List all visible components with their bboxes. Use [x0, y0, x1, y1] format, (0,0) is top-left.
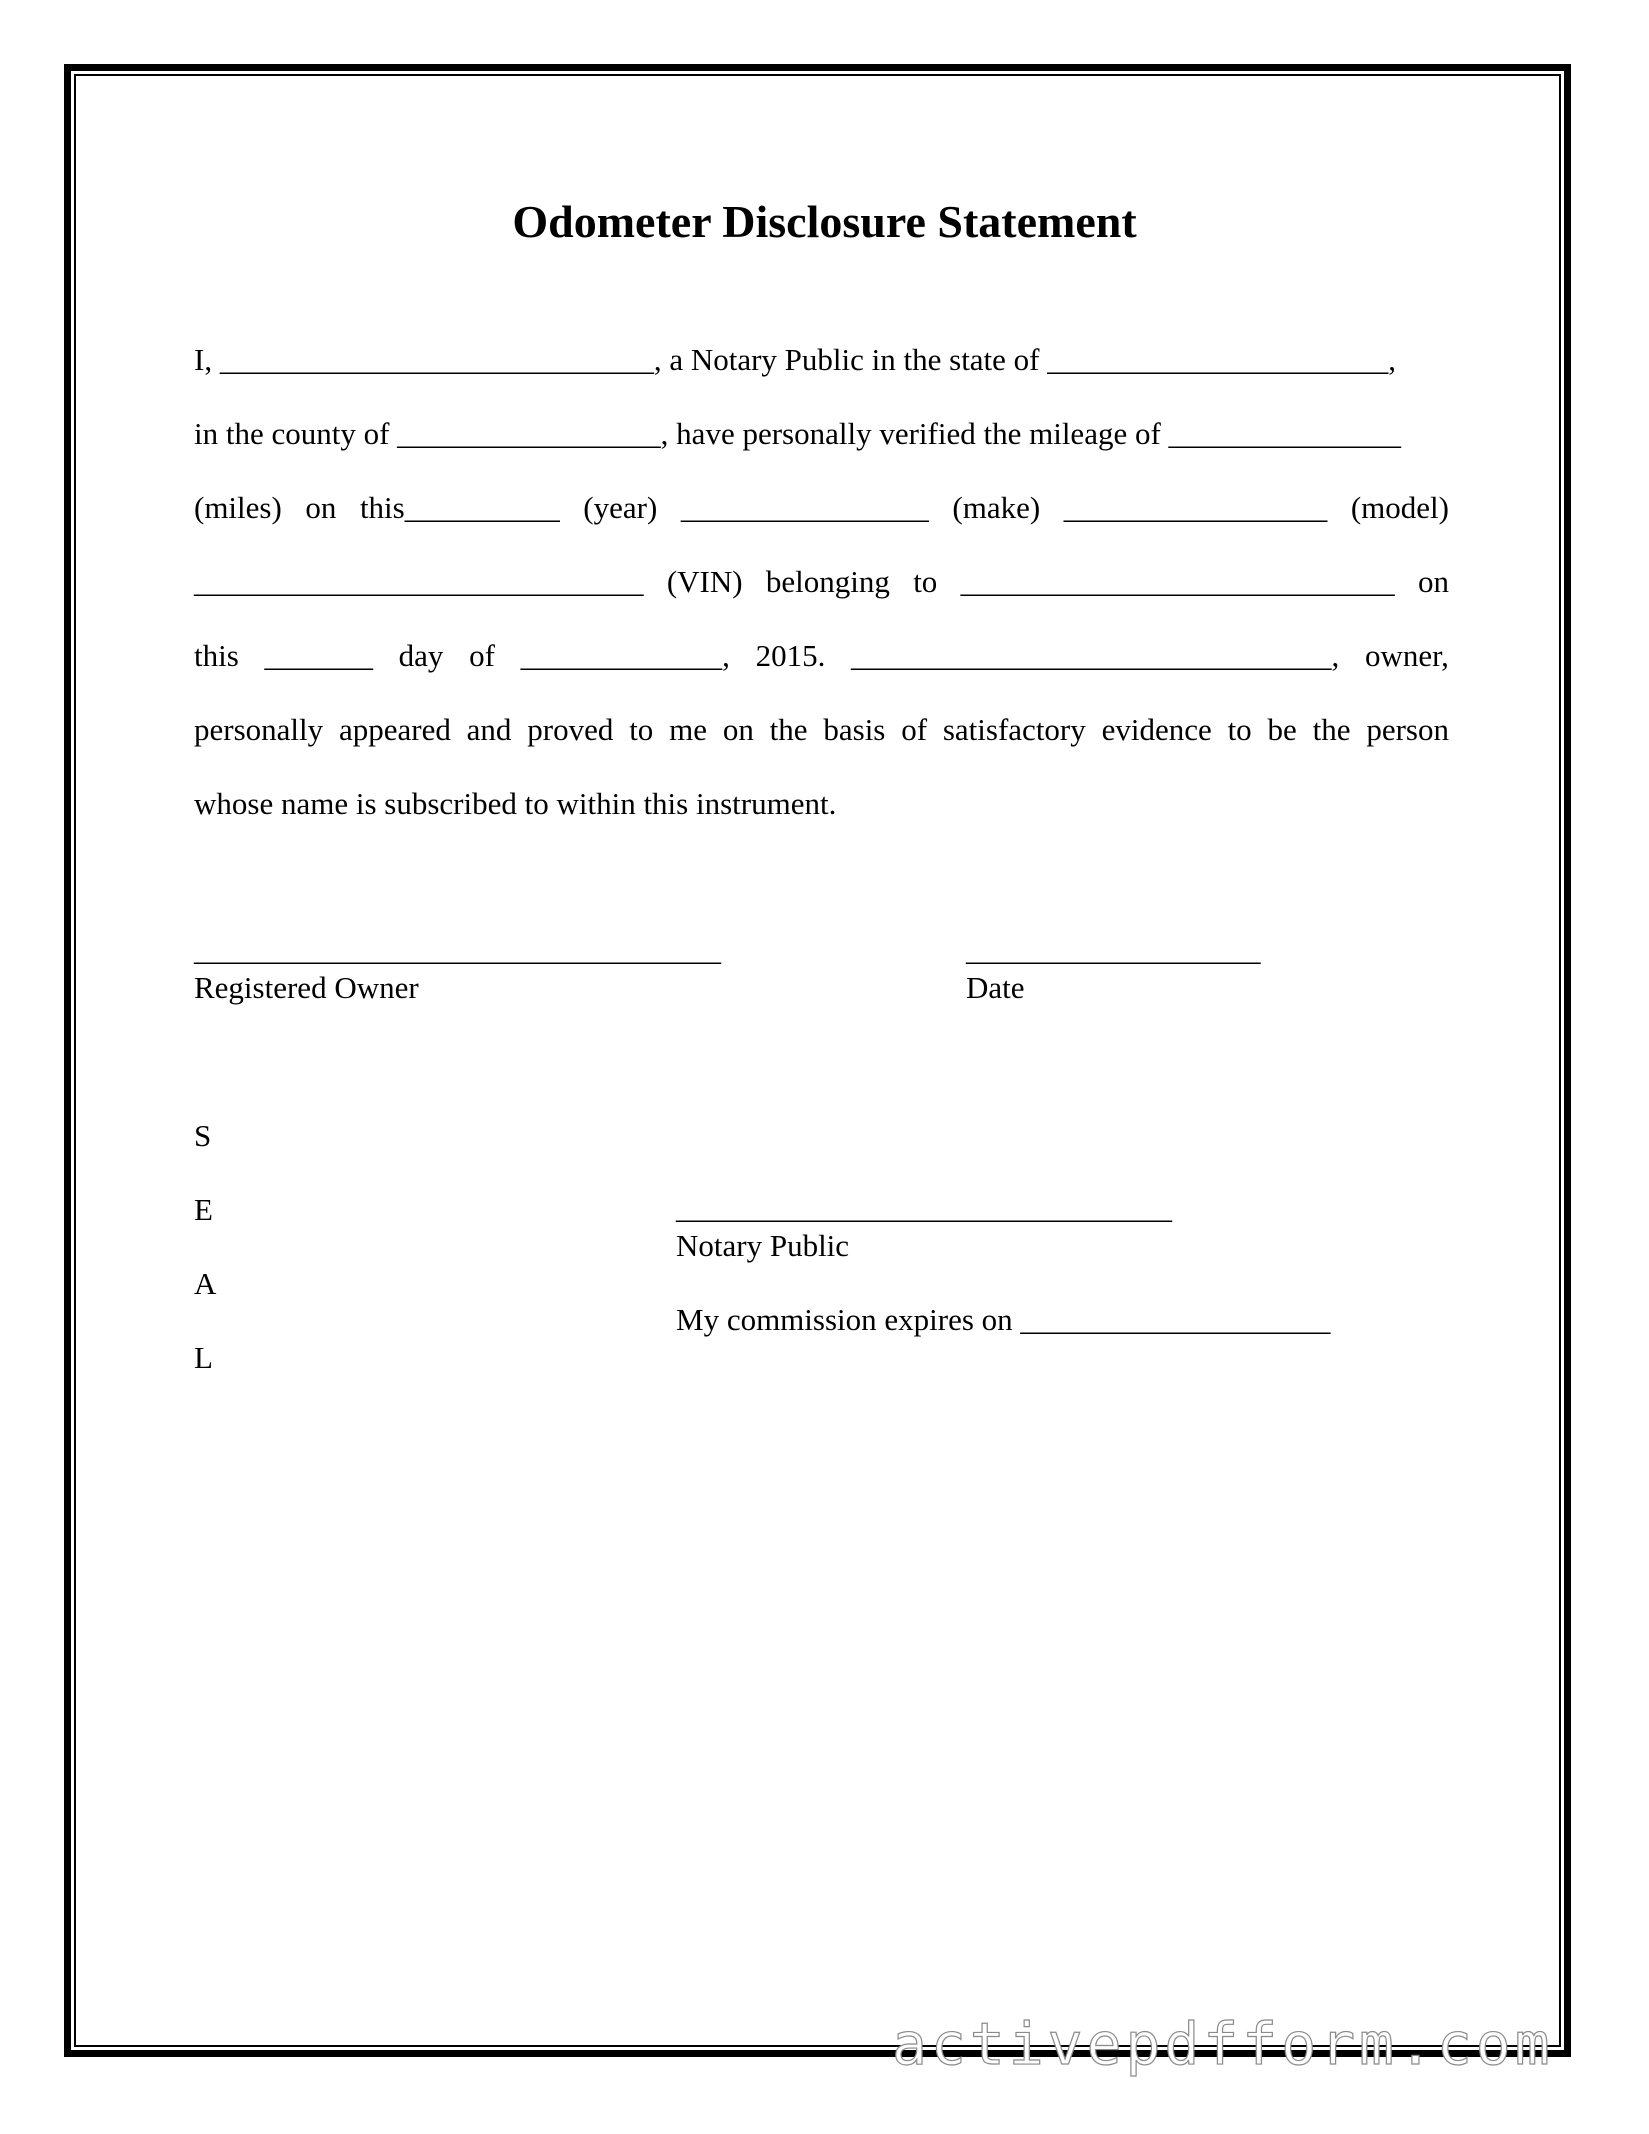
notary-signature-line[interactable]: ________________________________	[676, 1190, 1172, 1225]
paragraph-word[interactable]: _____________,	[520, 638, 730, 673]
watermark-text: activepdfform.com	[892, 2010, 1554, 2078]
paragraph-word: belonging	[765, 564, 890, 599]
paragraph-word: proved	[527, 712, 614, 747]
paragraph-word: be	[1267, 712, 1297, 747]
paragraph-word: (year)	[583, 490, 658, 525]
paragraph-word: me	[669, 712, 708, 747]
paragraph-word: and	[466, 712, 512, 747]
paragraph-word[interactable]: this__________	[359, 490, 560, 525]
paragraph-word[interactable]: _______	[264, 638, 373, 673]
seal-letter: L	[194, 1340, 213, 1375]
paragraph-text: I, ____________________________, a Notary Public in the state of ______________________,	[194, 342, 1397, 377]
paragraph-line-1	[194, 334, 1449, 408]
paragraph-word[interactable]: ____________________________	[960, 564, 1395, 599]
paragraph-word: this	[194, 638, 239, 673]
paragraph-word: person	[1366, 712, 1449, 747]
paragraph-word: (VIN)	[666, 564, 743, 599]
paragraph-word[interactable]: _______________________________,	[851, 638, 1340, 673]
paragraph-line-2	[194, 408, 1449, 482]
paragraph-word[interactable]: _________________	[1063, 490, 1328, 525]
document-title: Odometer Disclosure Statement	[512, 196, 1137, 247]
paragraph-word: to	[913, 564, 938, 599]
paragraph-word: the	[1312, 712, 1351, 747]
paragraph-word: day	[398, 638, 444, 673]
paragraph-word: (make)	[952, 490, 1041, 525]
paragraph-word: on	[722, 712, 754, 747]
paragraph-word: 2015.	[755, 638, 826, 673]
paragraph-word: appeared	[338, 712, 451, 747]
paragraph-line-5	[194, 630, 1449, 704]
paragraph-word: (model)	[1350, 490, 1449, 525]
paragraph-word: to	[1227, 712, 1252, 747]
paragraph-word: (miles)	[194, 490, 282, 525]
owner-signature-label: Registered Owner	[194, 970, 419, 1005]
paragraph-word[interactable]: _____________________________	[194, 564, 644, 599]
date-label: Date	[966, 970, 1025, 1005]
paragraph-word: on	[305, 490, 337, 525]
paragraph-text: whose name is subscribed to within this instrument.	[194, 786, 837, 821]
paragraph-word: the	[769, 712, 808, 747]
paragraph-word: of	[901, 712, 928, 747]
paragraph-text: in the county of _________________, have personally verified the mileage of _______________	[194, 416, 1402, 451]
paragraph-word: to	[629, 712, 654, 747]
paragraph-line-7	[194, 778, 1449, 852]
paragraph-line-6	[194, 704, 1449, 778]
seal-letter: S	[194, 1118, 212, 1153]
paragraph-line-3	[194, 482, 1449, 556]
paragraph-word: evidence	[1101, 712, 1212, 747]
paragraph-word: owner,	[1364, 638, 1449, 673]
statement-paragraph	[194, 334, 1449, 852]
paragraph-line-4	[194, 556, 1449, 630]
paragraph-word: on	[1417, 564, 1449, 599]
paragraph-word: satisfactory	[942, 712, 1086, 747]
commission-expires-field[interactable]: My commission expires on ____________________	[676, 1302, 1331, 1337]
paragraph-word: of	[469, 638, 495, 673]
seal-letter: E	[194, 1192, 213, 1227]
seal-letter: A	[194, 1266, 217, 1301]
paragraph-word: basis	[823, 712, 886, 747]
date-line[interactable]: ___________________	[966, 932, 1261, 967]
owner-signature-line[interactable]: __________________________________	[194, 932, 721, 967]
paragraph-word: personally	[194, 712, 324, 747]
notary-signature-label: Notary Public	[676, 1228, 850, 1263]
paragraph-word[interactable]: ________________	[680, 490, 929, 525]
